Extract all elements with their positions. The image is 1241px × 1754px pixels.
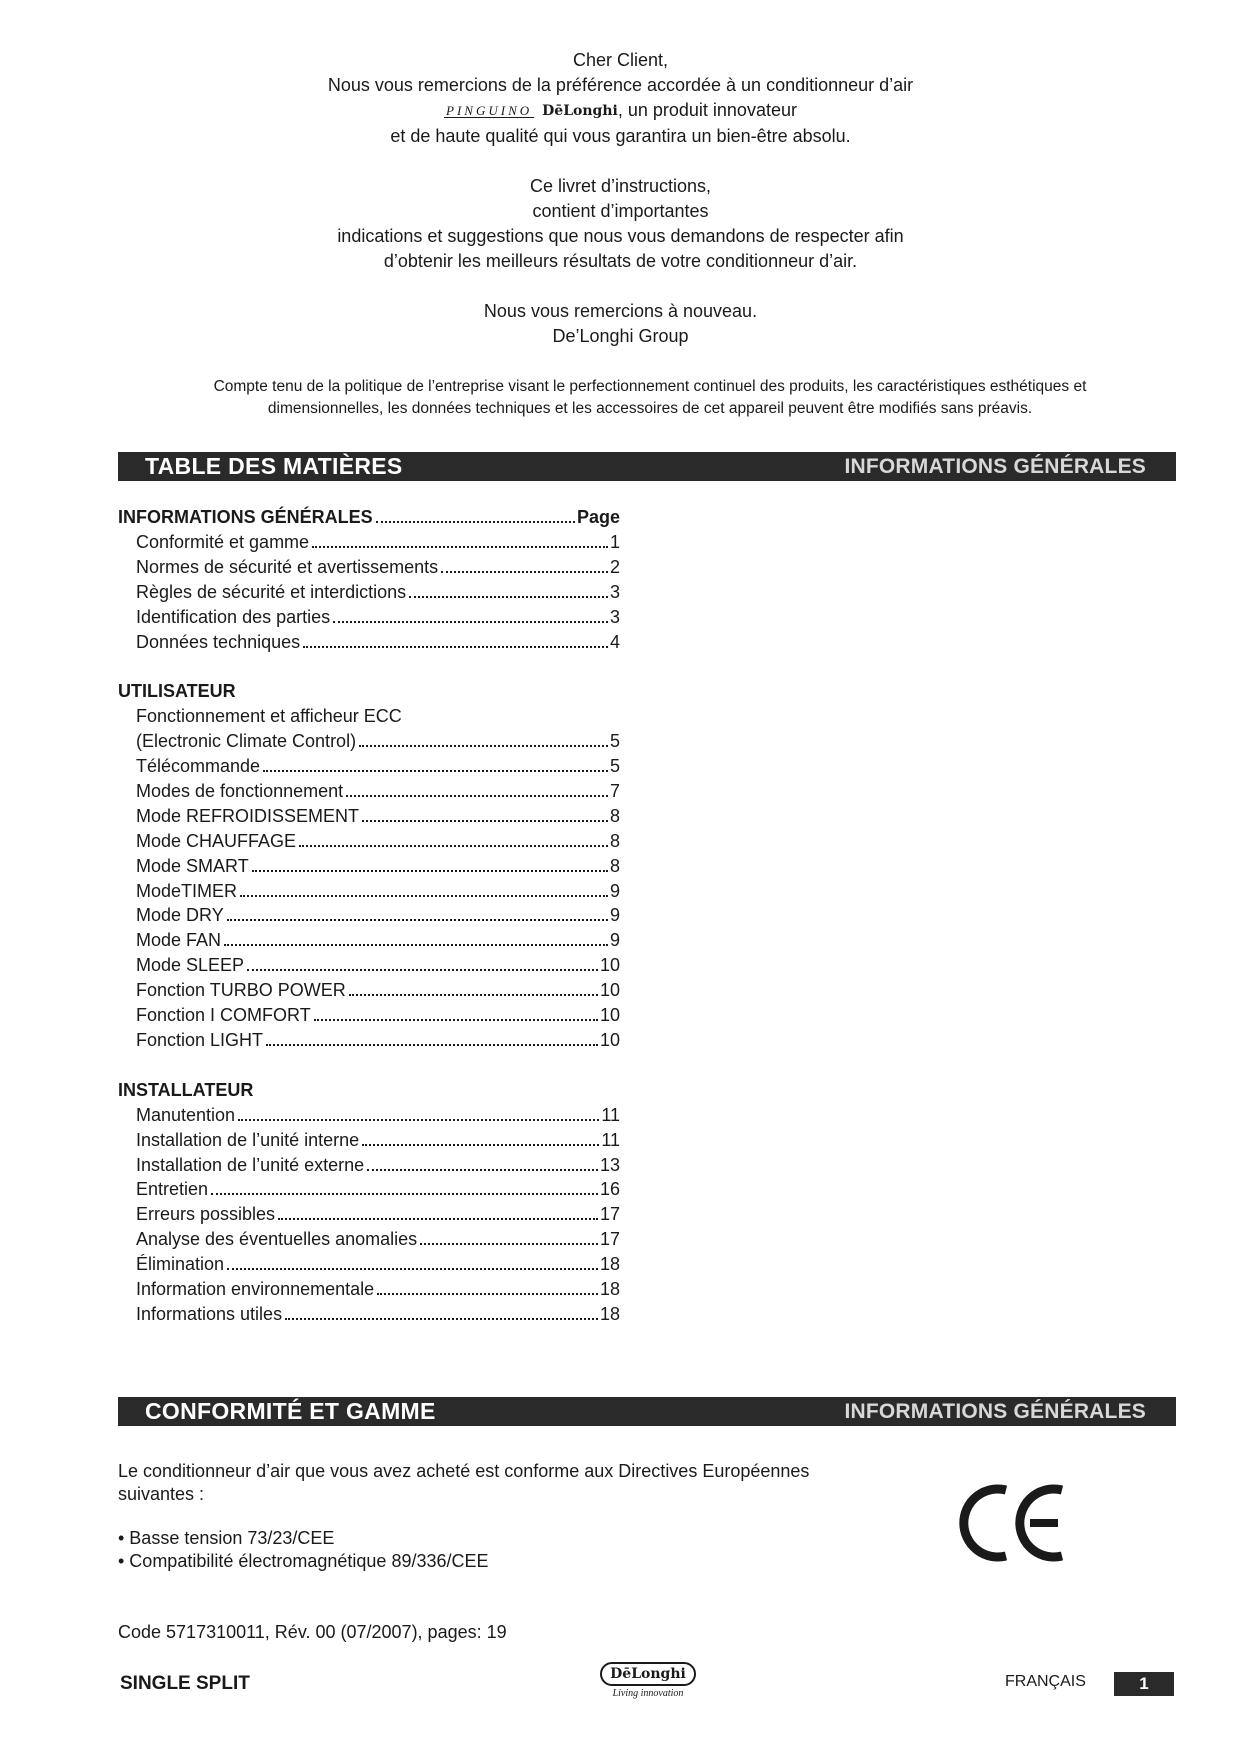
toc-entry-page: 8	[609, 830, 620, 851]
user-entry	[118, 978, 620, 1003]
toc-entry-label: (Electronic Climate Control)	[136, 731, 357, 752]
user-entry	[118, 953, 620, 978]
dot-leader	[409, 596, 608, 598]
dot-leader	[285, 1318, 598, 1320]
user-entry	[118, 754, 620, 779]
toc-general	[118, 505, 618, 654]
user-entry	[118, 829, 620, 854]
toc-entry-page: 1	[609, 531, 620, 552]
general-entry	[118, 580, 620, 605]
user-entry	[118, 854, 620, 879]
dot-leader	[362, 820, 608, 822]
notice-line-2: dimensionnelles, les données techniques et les accessoires de cet appareil peuvent être modifiés sans préavis.	[267, 400, 1033, 417]
toc-entry-label: Modes de fonctionnement	[136, 780, 344, 801]
dot-leader	[240, 895, 608, 897]
toc-entry-page: 5	[609, 731, 620, 752]
toc-entry-page: 2	[609, 556, 620, 577]
installer-entry	[118, 1252, 620, 1277]
dot-leader	[299, 845, 608, 847]
toc-entry-page: 13	[599, 1154, 620, 1175]
toc-entry-page: 3	[609, 606, 620, 627]
toc-entry-label: Entretien	[136, 1179, 209, 1200]
toc-installer-heading-text: INSTALLATEUR	[118, 1079, 254, 1100]
user-entry	[118, 928, 620, 953]
user-entry	[118, 729, 620, 754]
intro-line-3: et de haute qualité qui vous garantira un bien-être absolu.	[390, 125, 851, 146]
delonghi-footer-logo	[598, 1662, 698, 1710]
toc-entry-label: Mode SMART	[136, 855, 249, 876]
dot-leader	[238, 1119, 599, 1121]
dot-leader	[211, 1193, 598, 1195]
toc-entry-label: Mode CHAUFFAGE	[136, 830, 297, 851]
dot-leader	[266, 1044, 598, 1046]
dot-leader	[312, 546, 608, 548]
installer-entry	[118, 1277, 620, 1302]
directive-low-voltage: • Basse tension 73/23/CEE	[118, 1528, 335, 1548]
toc-entry-label: Fonction I COMFORT	[136, 1005, 311, 1026]
toc-entry-label: Fonction TURBO POWER	[136, 980, 346, 1001]
document-code: Code 5717310011, Rév. 00 (07/2007), pages: 19	[118, 1622, 507, 1642]
toc-entry-page: 8	[609, 805, 620, 826]
intro-line-2	[0, 98, 1241, 124]
dot-leader	[362, 1144, 599, 1146]
toc-entry-page: 4	[609, 631, 620, 652]
intro-letter	[0, 48, 1241, 349]
intro-line-1: Nous vous remercions de la préférence accordée à un conditionneur d’air	[327, 75, 914, 95]
installer-entry	[118, 1103, 620, 1128]
toc-entry-label: Manutention	[136, 1104, 236, 1125]
dot-leader	[278, 1218, 598, 1220]
dot-leader	[247, 969, 598, 971]
dot-leader	[377, 1293, 598, 1295]
conformity-bar-title: CONFORMITÉ ET GAMME	[145, 1398, 436, 1424]
installer-entry	[118, 1128, 620, 1153]
toc-entry-label: Identification des parties	[136, 606, 331, 627]
intro-para2-line-2: contient d’importantes	[532, 200, 709, 221]
toc-entry-label: ModeTIMER	[136, 880, 238, 901]
toc-entry-label: Erreurs possibles	[136, 1204, 276, 1225]
user-entry	[118, 1028, 620, 1053]
delonghi-tagline: Living innovation	[612, 1688, 684, 1699]
toc-entry-page: 9	[609, 880, 620, 901]
greeting: Cher Client,	[572, 50, 669, 70]
dot-leader	[441, 571, 608, 573]
installer-entry	[118, 1227, 620, 1252]
dot-leader	[252, 870, 608, 872]
footer-language: FRANÇAIS	[1005, 1673, 1086, 1690]
delonghi-wordmark: DēLonghi	[542, 102, 618, 119]
toc-entry-page: 17	[599, 1204, 620, 1225]
toc-entry-label: Informations utiles	[136, 1303, 283, 1324]
toc-entry-page: 7	[609, 780, 620, 801]
toc-entry-page: 9	[609, 905, 620, 926]
conformity-text	[118, 1460, 878, 1573]
installer-entry	[118, 1202, 620, 1227]
disclaimer-notice	[130, 376, 1170, 420]
toc-entry-page: 5	[609, 756, 620, 777]
general-entry	[118, 605, 620, 630]
dot-leader	[346, 795, 608, 797]
toc-installer	[118, 1078, 618, 1327]
installer-entry	[118, 1177, 620, 1202]
toc-general-heading-text: INFORMATIONS GÉNÉRALES	[118, 507, 373, 527]
dot-leader	[303, 646, 608, 648]
toc-entry-label: Mode DRY	[136, 905, 224, 926]
thanks-line: Nous vous remercions à nouveau.	[483, 300, 758, 321]
toc-entry-label: Fonction LIGHT	[136, 1030, 264, 1051]
signature: De’Longhi Group	[552, 325, 689, 346]
dot-leader	[367, 1169, 598, 1171]
user-entry	[118, 779, 620, 804]
dot-leader	[376, 521, 575, 523]
toc-entry-label: Installation de l’unité interne	[136, 1129, 360, 1150]
dot-leader	[333, 621, 608, 623]
toc-entry-page: 18	[599, 1279, 620, 1300]
toc-entry-page: 17	[599, 1229, 620, 1250]
toc-entry-page: 8	[609, 855, 620, 876]
toc-user-heading	[118, 679, 618, 704]
pinguino-logo: PINGUINO	[446, 102, 533, 118]
general-entry	[118, 530, 620, 555]
toc-entry-label: Mode SLEEP	[136, 955, 245, 976]
toc-user-pre-line: Fonctionnement et afficheur ECC	[136, 706, 402, 727]
toc-entry-label: Installation de l’unité externe	[136, 1154, 365, 1175]
toc-user-heading-text: UTILISATEUR	[118, 681, 236, 702]
general-entry	[118, 555, 620, 580]
table-of-contents	[118, 505, 618, 1352]
toc-entry-page: 10	[599, 980, 620, 1001]
dot-leader	[420, 1243, 598, 1245]
dot-leader	[227, 919, 608, 921]
delonghi-logo-oval: DēLonghi	[600, 1662, 696, 1686]
conformity-line-2: suivantes :	[118, 1484, 205, 1504]
toc-section-bar	[118, 452, 1176, 481]
general-entry	[118, 630, 620, 655]
user-entry	[118, 1003, 620, 1028]
intro-para2-line-1: Ce livret d’instructions,	[529, 175, 712, 196]
toc-entry-page: 10	[599, 1030, 620, 1051]
user-entry	[118, 879, 620, 904]
footer-product-line: SINGLE SPLIT	[120, 1673, 250, 1694]
toc-entry-label: Mode REFROIDISSEMENT	[136, 805, 360, 826]
toc-entry-page: 10	[599, 955, 620, 976]
toc-entry-label: Mode FAN	[136, 930, 222, 951]
toc-installer-heading	[118, 1078, 618, 1103]
intro-para2-line-4: d’obtenir les meilleurs résultats de votre conditionneur d’air.	[383, 250, 858, 271]
toc-entry-page: 3	[609, 581, 620, 602]
toc-entry-label: Normes de sécurité et avertissements	[136, 556, 439, 577]
toc-entry-label: Information environnementale	[136, 1279, 375, 1300]
toc-entry-label: Données techniques	[136, 631, 301, 652]
toc-entry-page: 16	[599, 1179, 620, 1200]
toc-user	[118, 679, 618, 1053]
ce-mark-icon	[958, 1480, 1068, 1566]
dot-leader	[227, 1268, 598, 1270]
user-entry	[118, 804, 620, 829]
conformity-line-1: Le conditionneur d’air que vous avez acheté est conforme aux Directives Européennes	[118, 1461, 810, 1481]
toc-page-label: Page	[576, 507, 620, 527]
conformity-bar-section-label: INFORMATIONS GÉNÉRALES	[844, 1399, 1146, 1423]
user-entry	[118, 903, 620, 928]
toc-entry-page: 11	[601, 1104, 620, 1125]
toc-entry-label: Élimination	[136, 1254, 225, 1275]
toc-entry-label: Analyse des éventuelles anomalies	[136, 1229, 418, 1250]
toc-entry-page: 10	[599, 1005, 620, 1026]
intro-para2-line-3: indications et suggestions que nous vous demandons de respecter afin	[337, 225, 904, 246]
toc-bar-section-label: INFORMATIONS GÉNÉRALES	[844, 454, 1146, 478]
dot-leader	[359, 745, 608, 747]
installer-entry	[118, 1302, 620, 1327]
dot-leader	[314, 1019, 598, 1021]
dot-leader	[224, 944, 608, 946]
dot-leader	[263, 770, 608, 772]
toc-entry-page: 9	[609, 930, 620, 951]
toc-bar-title: TABLE DES MATIÈRES	[145, 453, 403, 479]
toc-entry-label: Règles de sécurité et interdictions	[136, 581, 407, 602]
pinguino-delonghi-logo	[444, 99, 618, 124]
installer-entry	[118, 1153, 620, 1178]
toc-general-heading	[118, 505, 620, 530]
notice-line-1: Compte tenu de la politique de l’entreprise visant le perfectionnement continuel des produits, les caractéristiques esthétiques et	[213, 378, 1087, 395]
toc-entry-label: Télécommande	[136, 756, 261, 777]
toc-entry-page: 11	[601, 1129, 620, 1150]
toc-entry-label: Conformité et gamme	[136, 531, 310, 552]
directive-emc: • Compatibilité électromagnétique 89/336/CEE	[118, 1551, 489, 1571]
toc-entry-page: 18	[599, 1303, 620, 1324]
toc-entry-page: 18	[599, 1254, 620, 1275]
page-number: 1	[1114, 1672, 1174, 1696]
conformity-section-bar	[118, 1397, 1176, 1426]
intro-line-2-text: , un produit innovateur	[617, 100, 797, 120]
dot-leader	[349, 994, 598, 996]
